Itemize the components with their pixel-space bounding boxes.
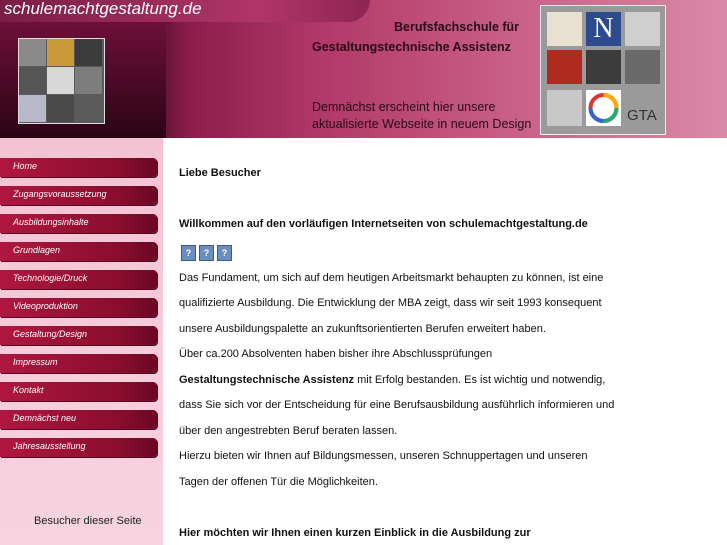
paragraph-line: dass Sie sich vor der Entscheidung für eine Berufsausbildung ausführlich informieren und — [179, 399, 615, 411]
nav-item-jahresausstellung[interactable] — [0, 438, 157, 457]
paragraph-line: Hierzu bieten wir Ihnen auf Bildungsmessen, unseren Schnuppertagen und unseren — [179, 450, 588, 462]
nav-item-videoproduktion[interactable] — [0, 298, 157, 317]
nav-item-gestaltung-design[interactable] — [0, 326, 157, 345]
photo-icon — [547, 12, 582, 46]
camera-icon — [586, 50, 621, 84]
nav-item-label: Gestaltung/Design — [13, 329, 88, 339]
nav-item-label: Technologie/Druck — [13, 273, 88, 283]
photo-icon — [547, 90, 582, 126]
photo-icon — [19, 39, 46, 66]
site-title: schulemachtgestaltung.de — [4, 0, 202, 18]
greeting: Liebe Besucher — [179, 167, 261, 179]
school-name-line1: Berufsfachschule für — [394, 20, 520, 34]
nav-item-label: Videoproduktion — [13, 301, 78, 311]
nav-item-label: Demnächst neu — [13, 413, 77, 423]
paragraph-line: Das Fundament, um sich auf dem heutigen Arbeitsmarkt behaupten zu können, ist eine — [179, 272, 604, 284]
paragraph-line — [179, 374, 605, 386]
broken-image-icon[interactable]: ? — [181, 245, 196, 261]
photo-icon — [47, 39, 74, 66]
nav-item-impressum[interactable] — [0, 354, 157, 373]
photo-icon — [19, 67, 46, 94]
nav-item-demnaechst-neu[interactable] — [0, 410, 157, 429]
section-heading: Hier möchten wir Ihnen einen kurzen Einblick in die Ausbildung zur — [179, 527, 531, 539]
paragraph-line: qualifizierte Ausbildung. Die Entwicklung der MBA zeigt, dass wir seit 1993 konsequent — [179, 297, 602, 309]
broken-image-icon[interactable]: ? — [217, 245, 232, 261]
nav-item-ausbildungsinhalte[interactable] — [0, 214, 157, 233]
nav-item-kontakt[interactable] — [0, 382, 157, 401]
paragraph-line: über den angestrebten Beruf beraten lassen. — [179, 425, 398, 437]
announcement-line1: Demnächst erscheint hier unsere — [312, 100, 496, 114]
letter-n-icon: N — [586, 12, 621, 46]
photo-icon — [625, 12, 660, 46]
nav-item-grundlagen[interactable] — [0, 242, 157, 261]
broken-image-icon[interactable]: ? — [199, 245, 214, 261]
nav-item-home[interactable] — [0, 158, 157, 177]
photo-icon — [75, 39, 102, 66]
photo-icon — [75, 67, 102, 94]
nav-item-label: Home — [13, 161, 38, 171]
paragraph-line: Tagen der offenen Tür die Möglichkeiten. — [179, 476, 378, 488]
nav-item-label: Ausbildungsinhalte — [13, 217, 89, 227]
nav-item-label: Kontakt — [13, 385, 44, 395]
welcome-heading: Willkommen auf den vorläufigen Internetseiten von schulemachtgestaltung.de — [179, 218, 588, 230]
photo-icon — [47, 95, 74, 122]
photo-icon — [47, 67, 74, 94]
nav-item-label: Jahresausstellung — [13, 441, 86, 451]
color-wheel-icon — [586, 90, 621, 126]
photo-icon — [547, 50, 582, 84]
nav-item-label: Zugangsvoraussetzung — [13, 189, 107, 199]
title-bar — [0, 0, 370, 22]
nav-item-label: Grundlagen — [13, 245, 61, 255]
nav-item-technologie-druck[interactable] — [0, 270, 157, 289]
photo-icon — [19, 95, 46, 122]
announcement-line2: aktualisierte Webseite in neuem Design — [312, 117, 532, 131]
logo-collage-right[interactable] — [540, 5, 666, 135]
program-name: Gestaltungstechnische Assistenz — [179, 374, 355, 386]
paragraph-text: mit Erfolg bestanden. Es ist wichtig und notwendig, — [354, 374, 606, 386]
paragraph-line: Über ca.200 Absolventen haben bisher ihre Abschlussprüfungen — [179, 348, 493, 360]
paragraph-line: unsere Ausbildungspalette an zukunftsorientierten Berufen erweitert haben. — [179, 323, 546, 335]
header-banner — [0, 0, 727, 138]
photo-icon — [625, 50, 660, 84]
nav-item-zugangsvoraussetzung[interactable] — [0, 186, 157, 205]
visitor-counter-label: Besucher dieser Seite — [34, 515, 142, 527]
nav-item-label: Impressum — [13, 357, 58, 367]
school-name-line2: Gestaltungstechnische Assistenz — [312, 40, 511, 54]
logo-collage-left[interactable] — [18, 38, 105, 124]
gta-logo-text: GTA — [627, 107, 657, 124]
